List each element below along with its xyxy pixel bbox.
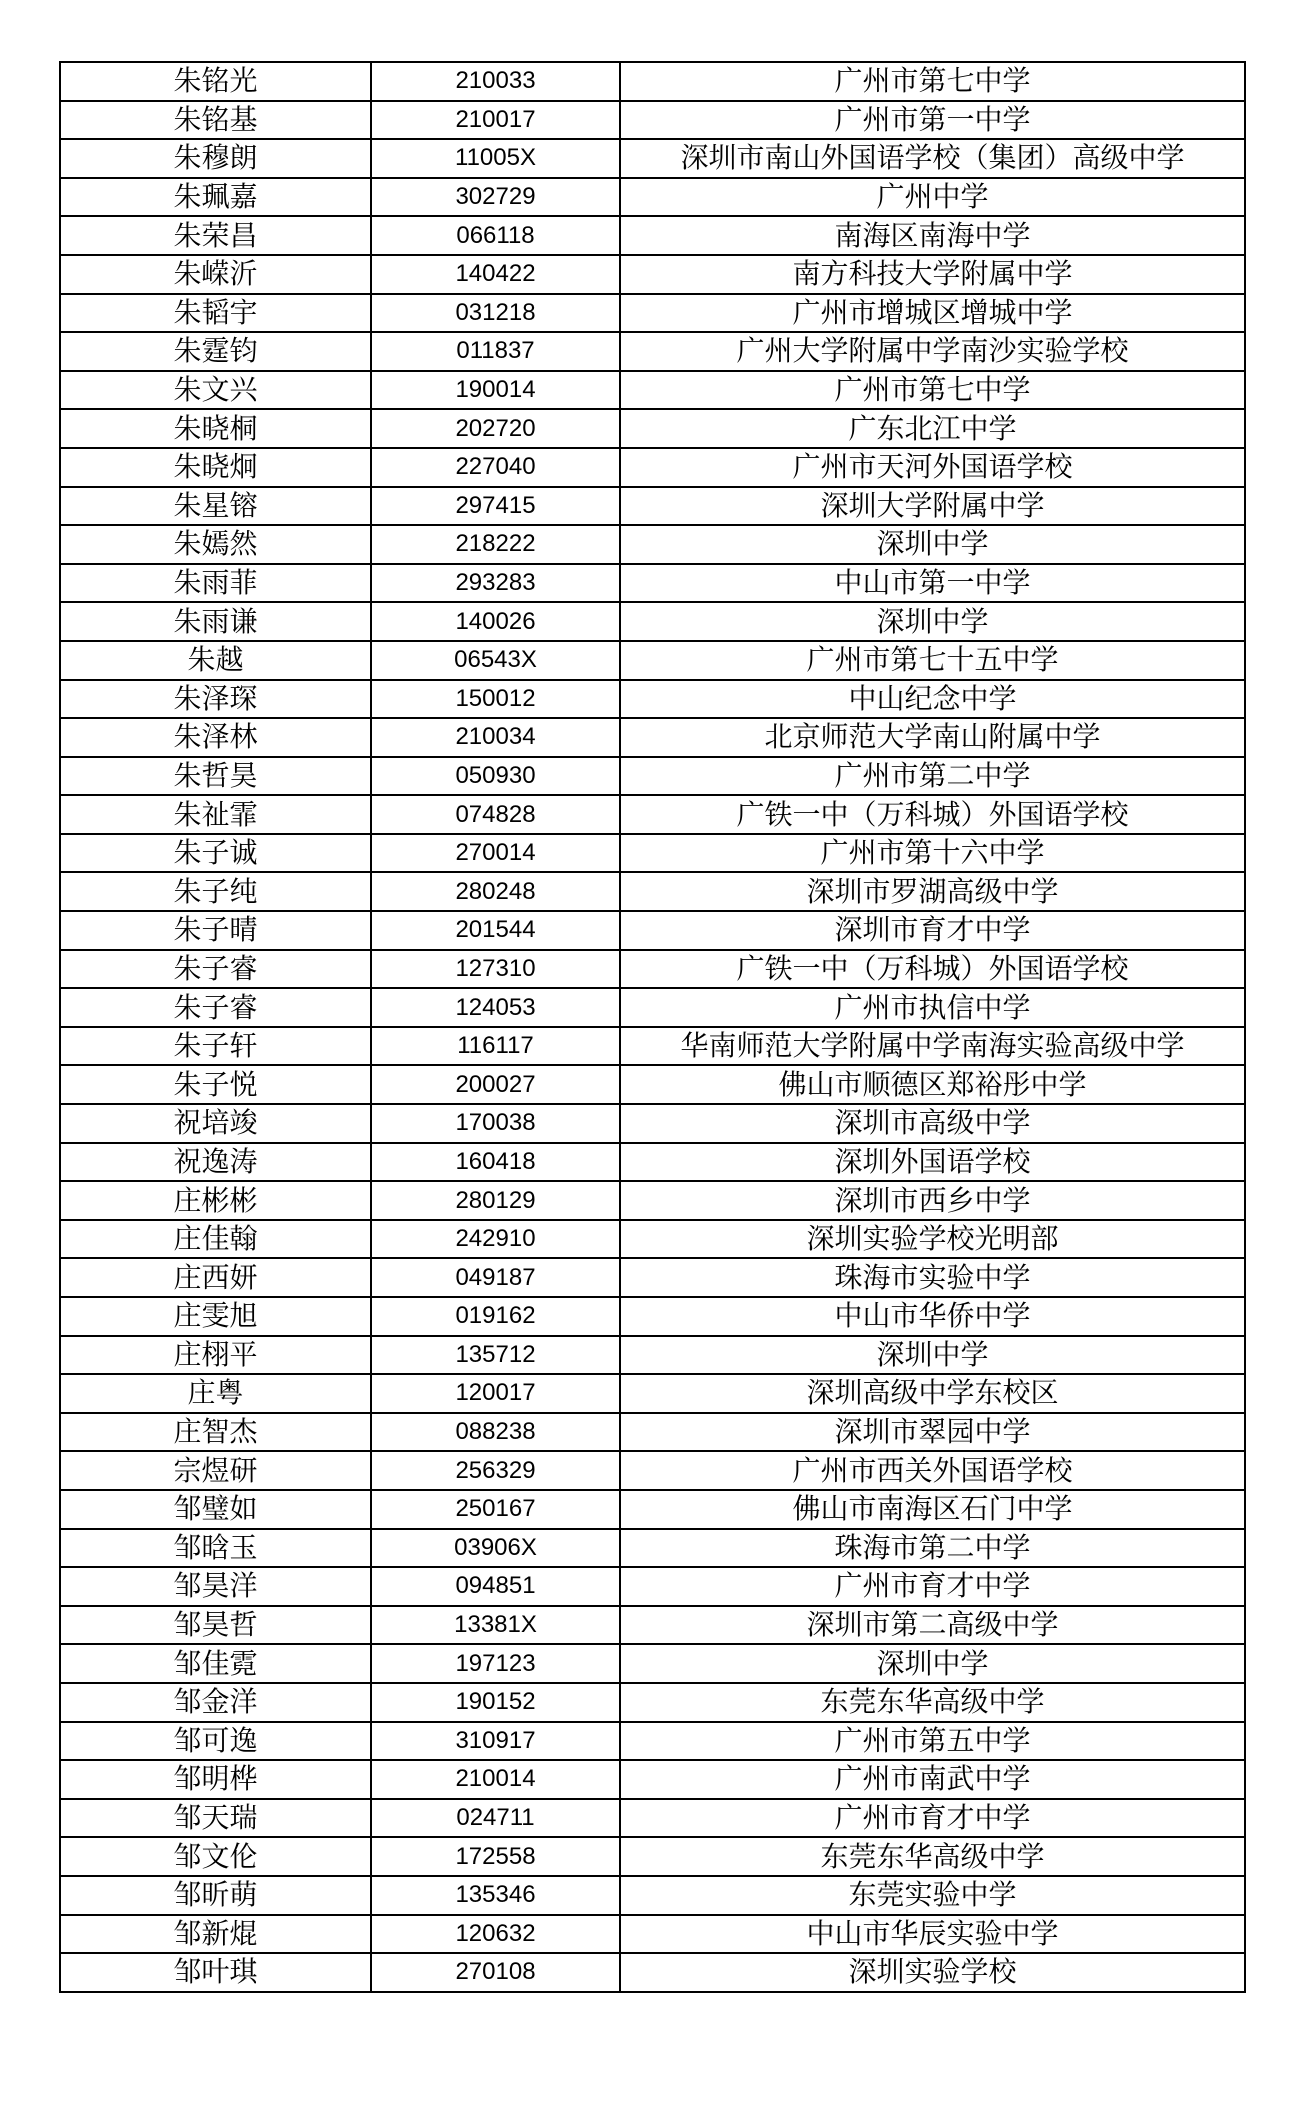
student-id-cell: 270108 <box>371 1953 620 1992</box>
student-name-cell: 邹文伦 <box>60 1837 371 1876</box>
student-id-cell: 050930 <box>371 757 620 796</box>
school-name-cell: 广州市南武中学 <box>620 1760 1245 1799</box>
table-row <box>60 1529 1245 1568</box>
school-name-cell: 中山纪念中学 <box>620 680 1245 719</box>
student-name-cell: 朱子睿 <box>60 950 371 989</box>
school-name-cell: 南方科技大学附属中学 <box>620 255 1245 294</box>
table-row <box>60 525 1245 564</box>
table-row <box>60 1451 1245 1490</box>
student-id-cell: 140026 <box>371 602 620 641</box>
student-id-cell: 135346 <box>371 1876 620 1915</box>
table-row <box>60 1644 1245 1683</box>
student-name-cell: 朱韬宇 <box>60 294 371 333</box>
student-id-cell: 031218 <box>371 294 620 333</box>
school-name-cell: 珠海市第二中学 <box>620 1529 1245 1568</box>
student-id-cell: 120632 <box>371 1915 620 1954</box>
roster-table <box>59 61 1246 1993</box>
student-id-cell: 280129 <box>371 1181 620 1220</box>
school-name-cell: 深圳高级中学东校区 <box>620 1374 1245 1413</box>
student-name-cell: 朱子晴 <box>60 911 371 950</box>
school-name-cell: 深圳中学 <box>620 1644 1245 1683</box>
student-name-cell: 朱铭光 <box>60 62 371 101</box>
student-name-cell: 朱子睿 <box>60 988 371 1027</box>
table-row <box>60 1683 1245 1722</box>
school-name-cell: 广州市西关外国语学校 <box>620 1451 1245 1490</box>
school-name-cell: 南海区南海中学 <box>620 216 1245 255</box>
table-row <box>60 101 1245 140</box>
student-id-cell: 210033 <box>371 62 620 101</box>
student-name-cell: 庄粤 <box>60 1374 371 1413</box>
student-name-cell: 庄西妍 <box>60 1258 371 1297</box>
table-row <box>60 1104 1245 1143</box>
table-row <box>60 757 1245 796</box>
student-name-cell: 朱子纯 <box>60 872 371 911</box>
table-row <box>60 255 1245 294</box>
student-name-cell: 宗煜研 <box>60 1451 371 1490</box>
student-id-cell: 197123 <box>371 1644 620 1683</box>
table-row <box>60 641 1245 680</box>
student-id-cell: 124053 <box>371 988 620 1027</box>
student-name-cell: 邹璧如 <box>60 1490 371 1529</box>
school-name-cell: 深圳实验学校 <box>620 1953 1245 1992</box>
table-row <box>60 178 1245 217</box>
school-name-cell: 中山市华辰实验中学 <box>620 1915 1245 1954</box>
student-id-cell: 250167 <box>371 1490 620 1529</box>
student-name-cell: 朱雨谦 <box>60 602 371 641</box>
student-name-cell: 祝培竣 <box>60 1104 371 1143</box>
student-name-cell: 邹可逸 <box>60 1722 371 1761</box>
student-name-cell: 庄栩平 <box>60 1336 371 1375</box>
roster-table-body <box>60 62 1245 1992</box>
student-name-cell: 朱珮嘉 <box>60 178 371 217</box>
school-name-cell: 深圳市育才中学 <box>620 911 1245 950</box>
table-row <box>60 294 1245 333</box>
student-id-cell: 066118 <box>371 216 620 255</box>
table-row <box>60 1336 1245 1375</box>
student-id-cell: 218222 <box>371 525 620 564</box>
student-name-cell: 庄雯旭 <box>60 1297 371 1336</box>
school-name-cell: 深圳大学附属中学 <box>620 487 1245 526</box>
student-id-cell: 135712 <box>371 1336 620 1375</box>
school-name-cell: 深圳市西乡中学 <box>620 1181 1245 1220</box>
student-id-cell: 210017 <box>371 101 620 140</box>
student-name-cell: 邹昕萌 <box>60 1876 371 1915</box>
school-name-cell: 广州市第七十五中学 <box>620 641 1245 680</box>
student-id-cell: 201544 <box>371 911 620 950</box>
student-name-cell: 朱嵘沂 <box>60 255 371 294</box>
table-row <box>60 1606 1245 1645</box>
student-id-cell: 310917 <box>371 1722 620 1761</box>
school-name-cell: 广州中学 <box>620 178 1245 217</box>
school-name-cell: 北京师范大学南山附属中学 <box>620 718 1245 757</box>
student-name-cell: 邹晗玉 <box>60 1529 371 1568</box>
school-name-cell: 广州市增城区增城中学 <box>620 294 1245 333</box>
student-name-cell: 祝逸涛 <box>60 1143 371 1182</box>
school-name-cell: 广州市育才中学 <box>620 1799 1245 1838</box>
student-id-cell: 024711 <box>371 1799 620 1838</box>
table-row <box>60 1837 1245 1876</box>
table-row <box>60 1181 1245 1220</box>
school-name-cell: 华南师范大学附属中学南海实验高级中学 <box>620 1027 1245 1066</box>
school-name-cell: 东莞实验中学 <box>620 1876 1245 1915</box>
table-row <box>60 1799 1245 1838</box>
student-id-cell: 049187 <box>371 1258 620 1297</box>
student-id-cell: 13381X <box>371 1606 620 1645</box>
student-name-cell: 朱子轩 <box>60 1027 371 1066</box>
school-name-cell: 深圳中学 <box>620 525 1245 564</box>
student-id-cell: 011837 <box>371 332 620 371</box>
school-name-cell: 中山市第一中学 <box>620 564 1245 603</box>
student-name-cell: 朱晓桐 <box>60 409 371 448</box>
table-row <box>60 371 1245 410</box>
student-name-cell: 邹明桦 <box>60 1760 371 1799</box>
table-row <box>60 834 1245 873</box>
school-name-cell: 广州市执信中学 <box>620 988 1245 1027</box>
school-name-cell: 广州大学附属中学南沙实验学校 <box>620 332 1245 371</box>
student-name-cell: 庄智杰 <box>60 1413 371 1452</box>
table-row <box>60 332 1245 371</box>
student-name-cell: 朱文兴 <box>60 371 371 410</box>
student-id-cell: 202720 <box>371 409 620 448</box>
student-name-cell: 邹佳霓 <box>60 1644 371 1683</box>
student-name-cell: 朱泽林 <box>60 718 371 757</box>
student-id-cell: 302729 <box>371 178 620 217</box>
school-name-cell: 广州市第一中学 <box>620 101 1245 140</box>
student-name-cell: 朱穆朗 <box>60 139 371 178</box>
school-name-cell: 珠海市实验中学 <box>620 1258 1245 1297</box>
school-name-cell: 深圳市南山外国语学校（集团）高级中学 <box>620 139 1245 178</box>
student-id-cell: 120017 <box>371 1374 620 1413</box>
student-name-cell: 朱泽琛 <box>60 680 371 719</box>
student-id-cell: 293283 <box>371 564 620 603</box>
school-name-cell: 广州市第七中学 <box>620 62 1245 101</box>
student-name-cell: 邹天瑞 <box>60 1799 371 1838</box>
table-row <box>60 139 1245 178</box>
table-row <box>60 795 1245 834</box>
student-name-cell: 朱铭基 <box>60 101 371 140</box>
student-name-cell: 朱祉霏 <box>60 795 371 834</box>
table-row <box>60 1760 1245 1799</box>
table-row <box>60 1876 1245 1915</box>
student-id-cell: 127310 <box>371 950 620 989</box>
student-name-cell: 邹金洋 <box>60 1683 371 1722</box>
student-name-cell: 朱子诚 <box>60 834 371 873</box>
student-name-cell: 朱雨菲 <box>60 564 371 603</box>
table-row <box>60 1413 1245 1452</box>
school-name-cell: 中山市华侨中学 <box>620 1297 1245 1336</box>
table-row <box>60 950 1245 989</box>
school-name-cell: 广州市天河外国语学校 <box>620 448 1245 487</box>
school-name-cell: 东莞东华高级中学 <box>620 1837 1245 1876</box>
table-row <box>60 409 1245 448</box>
table-row <box>60 680 1245 719</box>
table-row <box>60 1490 1245 1529</box>
school-name-cell: 广州市第十六中学 <box>620 834 1245 873</box>
school-name-cell: 深圳市第二高级中学 <box>620 1606 1245 1645</box>
student-name-cell: 朱晓炯 <box>60 448 371 487</box>
school-name-cell: 广州市第五中学 <box>620 1722 1245 1761</box>
student-id-cell: 06543X <box>371 641 620 680</box>
table-row <box>60 1220 1245 1259</box>
student-name-cell: 朱哲昊 <box>60 757 371 796</box>
table-row <box>60 602 1245 641</box>
school-name-cell: 广州市第七中学 <box>620 371 1245 410</box>
school-name-cell: 广铁一中（万科城）外国语学校 <box>620 795 1245 834</box>
school-name-cell: 深圳市翠园中学 <box>620 1413 1245 1452</box>
student-id-cell: 172558 <box>371 1837 620 1876</box>
table-row <box>60 216 1245 255</box>
student-name-cell: 邹昊哲 <box>60 1606 371 1645</box>
table-row <box>60 1953 1245 1992</box>
school-name-cell: 深圳市高级中学 <box>620 1104 1245 1143</box>
student-id-cell: 200027 <box>371 1065 620 1104</box>
school-name-cell: 广州市第二中学 <box>620 757 1245 796</box>
student-id-cell: 170038 <box>371 1104 620 1143</box>
table-row <box>60 448 1245 487</box>
student-name-cell: 朱星镕 <box>60 487 371 526</box>
student-id-cell: 094851 <box>371 1567 620 1606</box>
school-name-cell: 佛山市南海区石门中学 <box>620 1490 1245 1529</box>
student-id-cell: 11005X <box>371 139 620 178</box>
table-row <box>60 1143 1245 1182</box>
table-row <box>60 564 1245 603</box>
table-row <box>60 62 1245 101</box>
school-name-cell: 深圳中学 <box>620 1336 1245 1375</box>
table-row <box>60 1374 1245 1413</box>
school-name-cell: 深圳中学 <box>620 602 1245 641</box>
student-id-cell: 280248 <box>371 872 620 911</box>
student-name-cell: 邹昊洋 <box>60 1567 371 1606</box>
student-id-cell: 270014 <box>371 834 620 873</box>
table-row <box>60 1915 1245 1954</box>
school-name-cell: 深圳实验学校光明部 <box>620 1220 1245 1259</box>
student-id-cell: 297415 <box>371 487 620 526</box>
table-row <box>60 1567 1245 1606</box>
table-row <box>60 1258 1245 1297</box>
student-id-cell: 190014 <box>371 371 620 410</box>
student-id-cell: 150012 <box>371 680 620 719</box>
school-name-cell: 广东北江中学 <box>620 409 1245 448</box>
student-name-cell: 庄佳翰 <box>60 1220 371 1259</box>
school-name-cell: 深圳市罗湖高级中学 <box>620 872 1245 911</box>
table-row <box>60 487 1245 526</box>
student-id-cell: 242910 <box>371 1220 620 1259</box>
student-id-cell: 03906X <box>371 1529 620 1568</box>
student-id-cell: 160418 <box>371 1143 620 1182</box>
student-name-cell: 朱霆钧 <box>60 332 371 371</box>
school-name-cell: 东莞东华高级中学 <box>620 1683 1245 1722</box>
student-id-cell: 227040 <box>371 448 620 487</box>
student-name-cell: 朱越 <box>60 641 371 680</box>
student-id-cell: 190152 <box>371 1683 620 1722</box>
table-row <box>60 988 1245 1027</box>
student-name-cell: 朱荣昌 <box>60 216 371 255</box>
table-row <box>60 1065 1245 1104</box>
table-row <box>60 1722 1245 1761</box>
student-id-cell: 256329 <box>371 1451 620 1490</box>
table-row <box>60 872 1245 911</box>
table-row <box>60 718 1245 757</box>
student-name-cell: 朱子悦 <box>60 1065 371 1104</box>
student-name-cell: 庄彬彬 <box>60 1181 371 1220</box>
student-id-cell: 074828 <box>371 795 620 834</box>
student-name-cell: 朱嫣然 <box>60 525 371 564</box>
school-name-cell: 广铁一中（万科城）外国语学校 <box>620 950 1245 989</box>
table-row <box>60 911 1245 950</box>
student-id-cell: 140422 <box>371 255 620 294</box>
student-name-cell: 邹新焜 <box>60 1915 371 1954</box>
school-name-cell: 广州市育才中学 <box>620 1567 1245 1606</box>
student-name-cell: 邹叶琪 <box>60 1953 371 1992</box>
student-id-cell: 088238 <box>371 1413 620 1452</box>
table-row <box>60 1297 1245 1336</box>
student-id-cell: 210034 <box>371 718 620 757</box>
student-id-cell: 210014 <box>371 1760 620 1799</box>
school-name-cell: 佛山市顺德区郑裕彤中学 <box>620 1065 1245 1104</box>
school-name-cell: 深圳外国语学校 <box>620 1143 1245 1182</box>
student-id-cell: 019162 <box>371 1297 620 1336</box>
student-id-cell: 116117 <box>371 1027 620 1066</box>
table-row <box>60 1027 1245 1066</box>
